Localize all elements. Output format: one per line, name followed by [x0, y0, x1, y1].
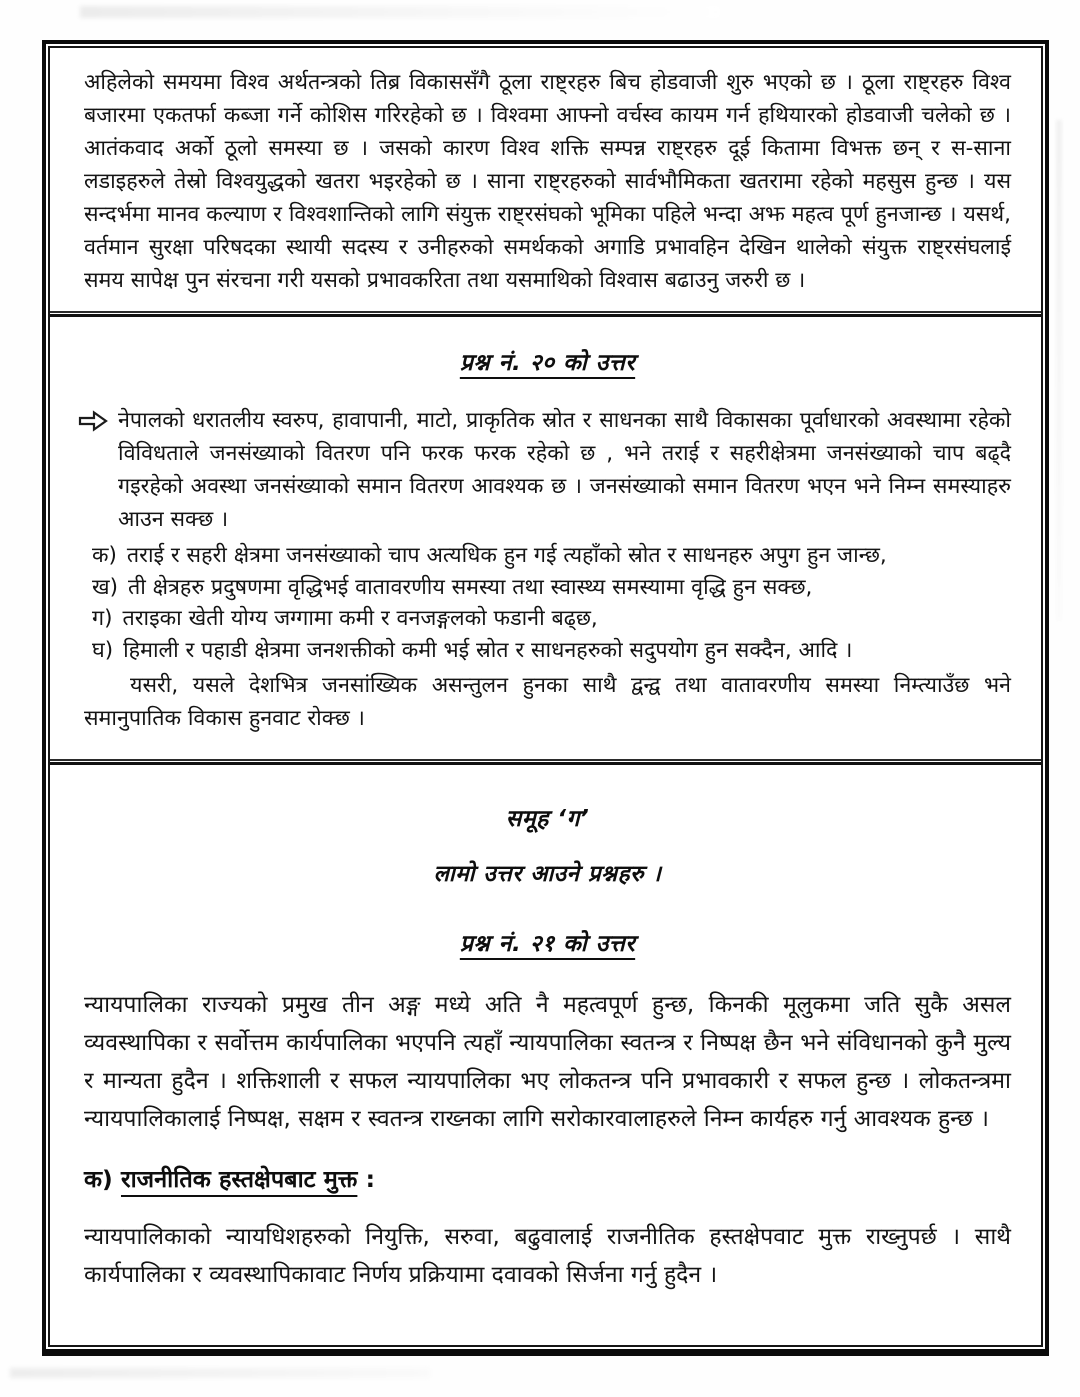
point-a-colon: : [365, 1165, 375, 1193]
list-item [92, 635, 1011, 667]
list-item [92, 572, 1011, 604]
list-item-text: तराई र सहरी क्षेत्रमा जनसंख्याको चाप अत्यधिक हुन गई त्यहाँको स्रोत र साधनहरु अपुग हुन जान्छ, [126, 543, 887, 568]
answer-20-conclusion: यसरी, यसले देशभित्र जनसांख्यिक असन्तुलन हुनका साथै द्वन्द्व तथा वातावरणीय समस्या निम्त्याउँछ भने समानुपातिक विकास हुनवाट रोक्छ । [84, 673, 1011, 731]
scan-artifact-bottom [10, 1368, 430, 1378]
scan-artifact-top [80, 6, 720, 18]
point-a-heading [84, 1162, 1011, 1194]
answer-21-section [50, 765, 1041, 1345]
answer-20-intro-paragraph: नेपालको धरातलीय स्वरुप, हावापानी, माटो, प्राकृतिक स्रोत र साधनका साथै विकासका पूर्वाधारको अवस्थामा रहेको विविधताले जनसंख्याको वितरण पनि फरक फरक रहेको छ , भने तराई र सहरीक्षेत्रमा जनसंख्याको चाप बढ्दै गइरहेको अवस्था जनसंख्याको समान वितरण आवश्यक छ । जनसंख्याको समान वितरण भएन भने निम्न समस्याहरु आउन सक्छ । [118, 408, 1011, 532]
answer-21-paragraph: न्यायपालिका राज्यको प्रमुख तीन अङ्ग मध्ये अति नै महत्वपूर्ण हुन्छ, किनकी मूलुकमा जति सुकै असल व्यवस्थापिका र सर्वोत्तम कार्यपालिका भएपनि त्यहाँ न्यायपालिका स्वतन्त्र र निष्पक्ष छैन भने संविधानको कुनै मुल्य र मान्यता हुदैन । शक्तिशाली र सफल न्यायपालिका भए लोकतन्त्र पनि प्रभावकारी र सफल हुन्छ । लोकतन्त्रमा न्यायपालिकालाई निष्पक्ष, सक्षम र स्वतन्त्र राख्नका लागि सरोकारवालाहरुले निम्न कार्यहरु गर्नु आवश्यक हुन्छ । [84, 992, 1011, 1132]
list-item [92, 540, 1011, 572]
point-a-paragraph: न्यायपालिकाको न्यायधिशहरुको नियुक्ति, सरुवा, बढुवालाई राजनीतिक हस्तक्षेपवाट मुक्त राख्नुपर्छ । साथै कार्यपालिका र व्यवस्थापिकावाट निर्णय प्रक्रियामा दवावको सिर्जना गर्नु हुदैन । [84, 1224, 1011, 1288]
intro-answer-paragraph: अहिलेको समयमा विश्व अर्थतन्त्रको तिब्र विकाससँगै ठूला राष्ट्रहरु बिच होडवाजी शुरु भएको छ । ठूला राष्ट्रहरु विश्व बजारमा एकतर्फा कब्जा गर्ने कोशिस गरिरहेको छ । विश्वमा आफ्नो वर्चस्व कायम गर्न हथियारको होडवाजी चलेको छ । आतंकवाद अर्को ठूलो समस्या छ । जसको कारण विश्व शक्ति सम्पन्न राष्ट्रहरु दूई कितामा विभक्त छन् र स-साना लडाइहरुले तेस्रो विश्वयुद्धको खतरा भइरहेको छ । साना राष्ट्रहरुको सार्वभौमिकता खतरामा रहेको महसुस हुन्छ । यस सन्दर्भमा मानव कल्याण र विश्वशान्तिको लागि संयुक्त राष्ट्रसंघको भूमिका पहिले भन्दा अझ महत्व पूर्ण हुनजान्छ । यसर्थ, वर्तमान सुरक्षा परिषदका स्थायी सदस्य र उनीहरुको समर्थकको अगाडि प्रभावहिन देखिन थालेको संयुक्त राष्ट्रसंघलाई समय सापेक्ष पुन संरचना गरी यसको प्रभावकरिता तथा यसमाथिको विश्वास बढाउनु जरुरी छ । [84, 70, 1011, 293]
list-item-text: हिमाली र पहाडी क्षेत्रमा जनशक्तीको कमी भई स्रोत र साधनहरुको सदुपयोग हुन सक्दैन, आदि । [123, 637, 853, 663]
question-20-heading: प्रश्न नं. २० को उत्तर [459, 350, 636, 376]
answer-20-section [50, 317, 1041, 759]
point-a-label: क) [84, 1165, 113, 1193]
point-a-title: राजनीतिक हस्तक्षेपबाट मुक्त [120, 1165, 358, 1193]
list-item-label: ख) [92, 574, 118, 600]
group-ga-subheading: लामो उत्तर आउने प्रश्नहरु । [433, 861, 662, 887]
group-ga-heading: समूह ‘ग’ [505, 806, 590, 832]
scan-artifact-right [1056, 120, 1062, 620]
page-border-frame [42, 40, 1049, 1356]
list-item-label: क) [92, 543, 117, 568]
intro-answer-section [50, 48, 1041, 311]
page-inner-frame [48, 46, 1043, 1347]
answer-20-intro-block [84, 404, 1011, 536]
answer-20-point-list [84, 540, 1011, 666]
list-item-label: घ) [92, 637, 114, 663]
list-item [92, 603, 1011, 635]
question-21-heading: प्रश्न नं. २१ को उत्तर [459, 931, 636, 957]
list-item-text: तराइका खेती योग्य जग्गामा कमी र वनजङ्गलको फडानी बढ्छ, [122, 606, 598, 631]
list-item-text: ती क्षेत्रहरु प्रदुषणमा वृद्धिभई वातावरणीय समस्या तथा स्वास्थ्य समस्यामा वृद्धि हुन सक्छ, [127, 574, 813, 600]
list-item-label: ग) [92, 606, 113, 631]
rightwards-white-arrow-icon [78, 409, 108, 433]
